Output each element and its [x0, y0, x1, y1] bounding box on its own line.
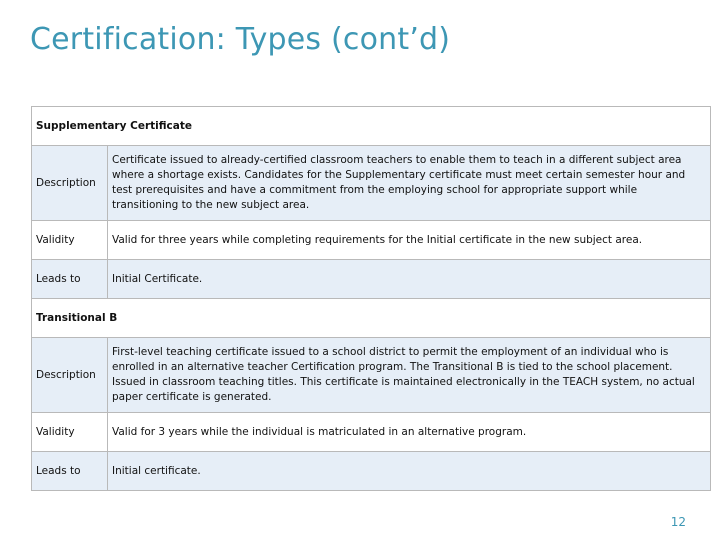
- certification-table: [31, 106, 711, 491]
- row-label: Leads to: [32, 452, 108, 491]
- section-heading-transitional-b: Transitional B: [32, 299, 711, 338]
- row-value: Initial certificate.: [108, 452, 711, 491]
- row-value: First-level teaching certificate issued to a school district to permit the employment of an individual who is enrolled in an alternative teacher Certification program. The Transitional B is tied to the school placement. Issued in classroom teaching titles. This certificate is maintained electronically in the TEACH system, no actual paper certificate is generated.: [108, 338, 711, 413]
- table-row: [32, 338, 711, 413]
- row-label: Description: [32, 338, 108, 413]
- row-label: Validity: [32, 221, 108, 260]
- slide-title: Certification: Types (cont’d): [30, 22, 451, 57]
- row-label: Validity: [32, 413, 108, 452]
- row-label: Leads to: [32, 260, 108, 299]
- table-row: [32, 452, 711, 491]
- row-value: Valid for 3 years while the individual is matriculated in an alternative program.: [108, 413, 711, 452]
- table-row: [32, 413, 711, 452]
- table-row: [32, 221, 711, 260]
- table-row: [32, 260, 711, 299]
- section-heading-supplementary: Supplementary Certificate: [32, 107, 711, 146]
- row-label: Description: [32, 146, 108, 221]
- row-value: Valid for three years while completing requirements for the Initial certificate in the new subject area.: [108, 221, 711, 260]
- row-value: Initial Certificate.: [108, 260, 711, 299]
- row-value: Certificate issued to already-certified classroom teachers to enable them to teach in a different subject area where a shortage exists. Candidates for the Supplementary certificate must meet certain semester hour and test prerequisites and have a commitment from the employing school for appropriate support while transitioning to the new subject area.: [108, 146, 711, 221]
- page-number: 12: [670, 515, 686, 529]
- table-row: [32, 146, 711, 221]
